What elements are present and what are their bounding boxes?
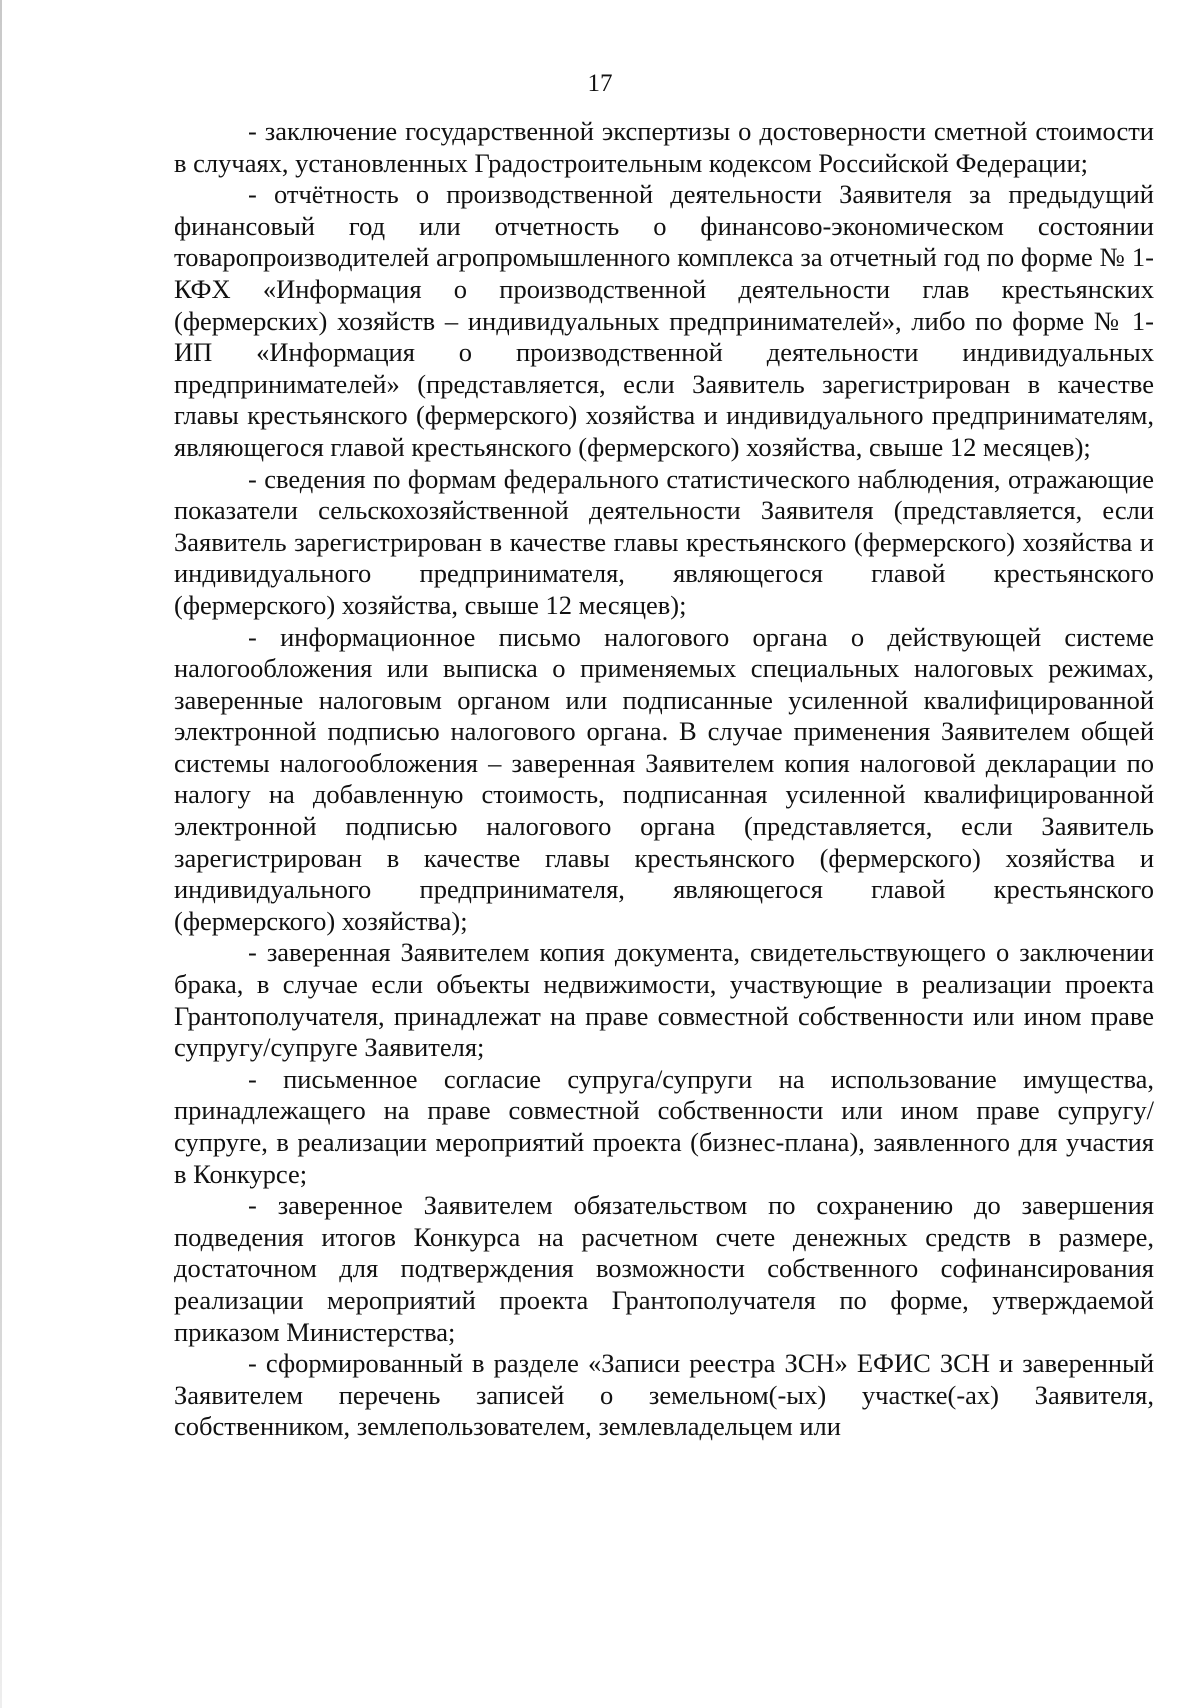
paragraph-funds-obligation: - заверенное Заявителем обязательством по сохранению до завершения подведения итогов Конкурса на расчетном счете денежных средств в размере, достаточном для подтверждения возможности собственного софинансирования реализации мероприятий проекта Грантополучателя по форме, утверждаемой приказом Министерства; [174, 1190, 1154, 1347]
paragraph-production-report: - отчётность о производственной деятельности Заявителя за предыдущий финансовый год или отчетность о финансово-экономическом состоянии товаропроизводителей агропромышленного комплекса за отчетный год по форме № 1-КФХ «Информация о производственной деятельности глав крестьянских (фермерских) хозяйств – индивидуальных предпринимателей», либо по форме № 1-ИП «Информация о производственной деятельности индивидуальных предпринимателей» (представляется, если Заявитель зарегистрирован в качестве главы крестьянского (фермерского) хозяйства и индивидуального предпринимателям, являющегося главой крестьянского (фермерского) хозяйства, свыше 12 месяцев); [174, 179, 1154, 462]
paragraph-land-registry: - сформированный в разделе «Записи реестра ЗСН» ЕФИС ЗСН и заверенный Заявителем перечень записей о земельном(-ых) участке(-ах) Заявителя, собственником, землепользователем, землевладельцем или [174, 1348, 1154, 1442]
paragraph-spouse-consent: - письменное согласие супруга/супруги на использование имущества, принадлежащего на праве совместной собственности или ином праве супругу/супруге, в реализации мероприятий проекта (бизнес-плана), заявленного для участия в Конкурсе; [174, 1063, 1154, 1189]
scan-edge [0, 0, 2, 1708]
paragraph-statistical-forms: - сведения по формам федерального статистического наблюдения, отражающие показатели сельскохозяйственной деятельности Заявителя (представляется, если Заявитель зарегистрирован в качестве главы крестьянского (фермерского) хозяйства и индивидуального предпринимателя, являющегося главой крестьянского (фермерского) хозяйства, свыше 12 месяцев); [174, 463, 1154, 620]
document-body [174, 116, 1154, 1443]
paragraph-marriage-certificate: - заверенная Заявителем копия документа, свидетельствующего о заключении брака, в случае если объекты недвижимости, участвующие в реализации проекта Грантополучателя, принадлежат на праве совместной собственности или ином праве супругу/супруге Заявителя; [174, 937, 1154, 1063]
paragraph-tax-letter: - информационное письмо налогового органа о действующей системе налогообложения или выписка о применяемых специальных налоговых режимах, заверенные налоговым органом или подписанные усиленной квалифицированной электронной подписью налогового органа. В случае применения Заявителем общей системы налогообложения – заверенная Заявителем копия налоговой декларации по налогу на добавленную стоимость, подписанная усиленной квалифицированной электронной подписью налогового органа (представляется, если Заявитель зарегистрирован в качестве главы крестьянского (фермерского) хозяйства и индивидуального предпринимателя, являющегося главой крестьянского (фермерского) хозяйства); [174, 621, 1154, 936]
paragraph-state-expertise: - заключение государственной экспертизы о достоверности сметной стоимости в случаях, установленных Градостроительным кодексом Российской Федерации; [174, 116, 1154, 178]
page-number: 17 [587, 70, 613, 97]
